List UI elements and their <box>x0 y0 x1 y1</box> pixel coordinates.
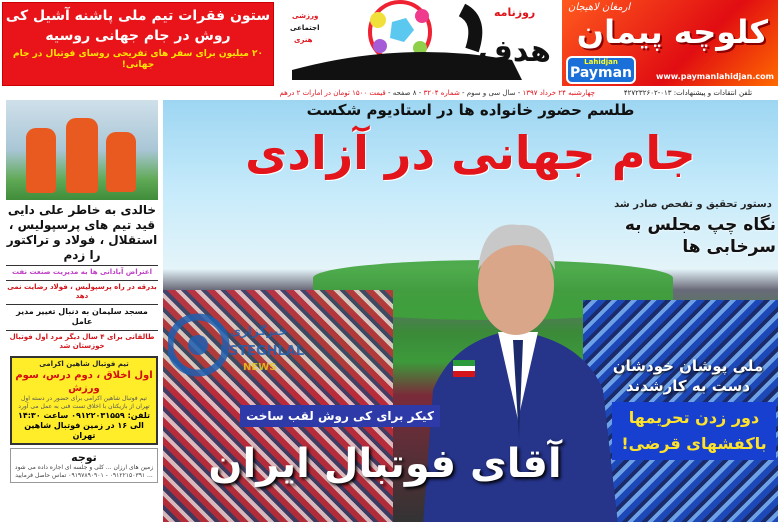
story-title: نگاه چپ مجلس به سرخابی ها <box>624 215 776 257</box>
esteghlal-news-watermark <box>168 300 308 380</box>
dateline-price: قیمت ۱۵۰۰ تومان در امارات ۲ درهم <box>279 89 386 97</box>
ad2-place: الی ۱۶ در زمین فوتبال شاهین تهران <box>24 421 144 440</box>
left-headline: خالدی به خاطر علی دایی قید تیم های پرسپولیس ، استقلال ، فولاد و تراکتور را زدم <box>6 203 158 262</box>
notice-body: زمین های ارزان ... کلی و جلسه ای اجاره داده می شود ... ۰۹۱۲۲۱۵۰۳۹۱ - ۰۹۱۹۷۸۹۰۹۰۱ تماس حاصل فرمایید <box>14 464 154 479</box>
dateline-pages: ۸ صفحه <box>392 89 417 97</box>
player-figure <box>26 128 56 193</box>
kiker-label: کیکر برای کی روش لقب ساخت <box>240 405 440 427</box>
top-left-subline: ۲۰ میلیون برای سفر های تفریحی روسای فوتبال در جام جهانی! <box>13 49 263 70</box>
ad2-line3: تیم فوتبال شاهین اکرامی برای حضور در دسته اول تهران از بازیکنان با اخلاق تست فنی به عمل می آورد <box>18 395 150 410</box>
notice-ad <box>10 448 158 483</box>
big-headline: آقای فوتبال ایران <box>208 441 562 487</box>
shahin-team-ad <box>10 356 158 445</box>
left-news-item: بدرقه در راه پرسپولیس ، فولاد رضایت نمی دهد <box>6 280 158 302</box>
main-headline: جام جهانی در آزادی <box>245 126 696 180</box>
dateline: چهارشنبه ۲۴ خرداد ۱۳۹۷ - سال سی و سوم - شماره ۳۲۰۴ - ۸ صفحه - قیمت ۱۵۰۰ تومان در امارات ۲ درهم <box>279 89 595 97</box>
main-subheadline: طلسم حضور خانواده ها در استادیوم شکست <box>306 101 635 119</box>
dateline-date: چهارشنبه ۲۴ خرداد ۱۳۹۷ <box>522 89 595 97</box>
dateline-year: سال سی و سوم <box>466 89 516 97</box>
masthead-name: هدف <box>478 34 551 69</box>
sanctions-headline: دور زدن تحریمها باکفشهای قرضی! <box>612 402 776 460</box>
masthead-category: اجتماعی <box>290 24 320 32</box>
players-title: ملی پوشان خودشان دست به کارشدند <box>612 357 764 395</box>
ad-contact: تلفن انتقادات و پیشنهادات: ۰۱۳-۴۲۷۲۳۲۶۰۲ <box>623 89 753 97</box>
ad-brand-logo <box>566 56 636 84</box>
players-photo <box>6 100 158 200</box>
ad-title: کلوچه پیمان <box>576 13 768 51</box>
svg-text:NEWS: NEWS <box>243 362 277 373</box>
story-kicker: دستور تحقیق و تفحص صادر شد <box>614 199 772 210</box>
svg-text:ESTEGHLAL: ESTEGHLAL <box>220 344 305 359</box>
payman-ad <box>562 0 778 86</box>
left-column <box>0 100 160 522</box>
notice-title: توجه <box>71 451 97 464</box>
ad2-phone: تلفن: ۰۹۱۲۲۰۳۱۵۵۹ ساعت ۱۴:۳۰ <box>17 411 151 420</box>
player-figure <box>66 118 98 193</box>
watermark-logo-icon <box>168 300 308 380</box>
dateline-issue: شماره ۳۲۰۴ <box>423 89 460 97</box>
svg-text:خبرگزاری: خبرگزاری <box>230 324 288 338</box>
top-left-headline: ستون فقرات تیم ملی پاشنه آشیل کی روش در جام جهانی روسیه <box>5 8 271 44</box>
top-left-headline-box <box>2 2 274 86</box>
ad-signature: ارمغان لاهیجان <box>568 2 631 13</box>
masthead-category: ورزشی <box>292 12 319 20</box>
masthead-label: روزنامه <box>494 6 536 19</box>
ad-brand-sub: Lahidjan <box>584 58 618 66</box>
ad2-line2: اول اخلاق ، دوم درس، سوم ورزش <box>15 370 153 394</box>
player-figure <box>106 132 136 192</box>
left-news-item: اعتراض آبادانی ها به مدیریت صنعت نفت <box>6 265 158 278</box>
ad-brand: Payman <box>569 65 633 81</box>
ad-url: www.paymanlahidjan.com <box>656 72 774 81</box>
masthead-category: هنری <box>294 36 313 44</box>
masthead-logo <box>282 0 551 86</box>
ad2-line1: تیم فوتبال شاهین اکرامی <box>39 360 129 368</box>
left-news-item: طالقانی برای ۴ سال دیگر مرد اول فوتبال خوزستان شد <box>6 330 158 352</box>
left-news-item: مسجد سلیمان به دنبال تغییر مدیر عامل <box>6 304 158 328</box>
